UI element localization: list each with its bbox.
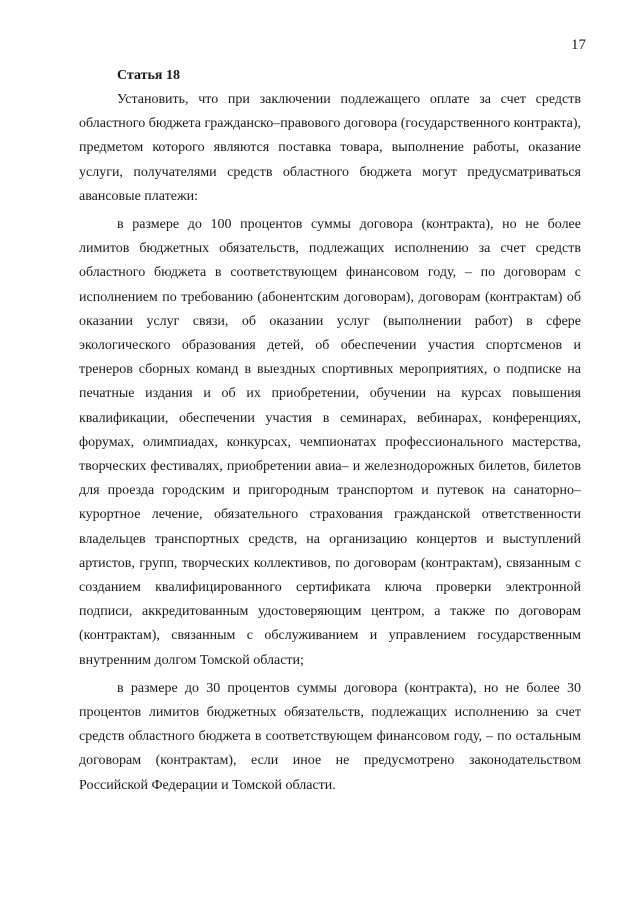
article-paragraph-100-percent: в размере до 100 процентов суммы договора (контракта), но не более лимитов бюджетных обязательств, подлежащих исполнению за счет средств областного бюджета в соответствующем финансовом году, – по договорам с исполнением по требованию (абонентским договорам), договорам (контрактам) об оказании услуг связи, об оказании услуг (выполнении работ) в сфере экологического образования детей, об обеспечении участия спортсменов и тренеров сборных команд в выездных спортивных мероприятиях, о подписке на печатные издания и об их приобретении, обучении на курсах повышения квалификации, обеспечении участия в семинарах, вебинарах, конференциях, форумах, олимпиадах, конкурсах, чемпионатах профессионального мастерства, творческих фестивалях, приобретении авиа– и железнодорожных билетов, билетов для проезда городским и пригородным транспортом и путевок на санаторно–курортное лечение, обязательного страхования гражданской ответственности владельцев транспортных средств, на организацию концертов и выступлений артистов, групп, творческих коллективов, по договорам (контрактам), связанным с созданием квалифицированного сертификата ключа проверки электронной подписи, аккредитованным удостоверяющим центром, а также по договорам (контрактам), связанным с обслуживанием и управлением государственным внутренним долгом Томской области;: [79, 217, 581, 668]
article-title: Статья 18: [117, 68, 180, 83]
page-number: 17: [571, 37, 586, 53]
article-content: [79, 64, 581, 798]
article-paragraph-30-percent: в размере до 30 процентов суммы договора (контракта), но не более 30 процентов лимитов бюджетных обязательств, подлежащих исполнению за счет средств областного бюджета в соответствующем финансовом году, – по остальным договорам (контрактам), если иное не предусмотрено законодательством Российской Федерации и Томской области.: [79, 680, 581, 793]
article-paragraph-intro: Установить, что при заключении подлежащего оплате за счет средств областного бюджета гражданско–правового договора (государственного контракта), предметом которого являются поставка товара, выполнение работы, оказание услуги, получателями средств областного бюджета могут предусматриваться авансовые платежи:: [79, 92, 581, 204]
